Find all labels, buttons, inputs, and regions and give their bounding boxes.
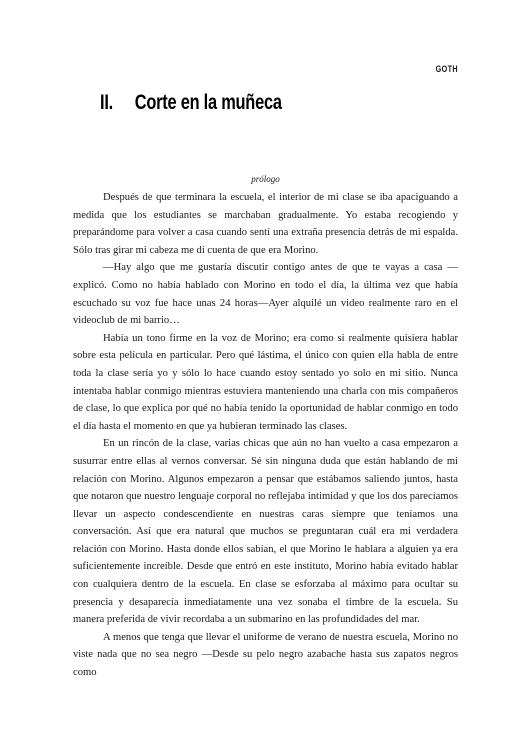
running-header: GOTH bbox=[435, 64, 458, 74]
chapter-title: Corte en la muñeca bbox=[134, 91, 282, 114]
chapter-number: II. bbox=[100, 91, 113, 114]
body-text bbox=[73, 189, 458, 682]
paragraph: A menos que tenga que llevar el uniforme de verano de nuestra escuela, Morino no viste nada que no sea negro —Desde su pelo negro azabache hasta sus zapatos negros como bbox=[73, 631, 458, 679]
paragraph: Después de que terminara la escuela, el interior de mi clase se iba apaciguando a medida que los estudiantes se marchaban gradualmente. Yo estaba recogiendo y preparándome para volver a casa cuando sentí una extraña presencia detrás de mi espalda. Sólo tras girar mi cabeza me di cuenta de que era Morino. bbox=[73, 192, 458, 256]
chapter-heading bbox=[100, 91, 282, 115]
paragraph: Había un tono firme en la voz de Morino; era como si realmente quisiera hablar sobre esta película en particular. Pero qué lástima, el único con quien ella habla de entre toda la clase sería yo y sólo lo hace cuando estoy sentado yo solo en mi sitio. Nunca intentaba hablar conmigo mientras estuviera manteniendo una charla con mis compañeros de clase, lo que explica por qué no había tenido la oportunidad de hablar conmigo en todo el día hasta el momento en que ya hubieran terminado las clases. bbox=[73, 332, 458, 432]
paragraph: —Hay algo que me gustaría discutir contigo antes de que te vayas a casa —explicó. Como no había hablado con Morino en todo el día, la última vez que había escuchado su voz fue hace unas 24 horas—Ayer alquilé un video realmente raro en el videoclub de mi barrio… bbox=[73, 262, 458, 327]
section-subtitle: prólogo bbox=[251, 174, 280, 184]
paragraph: En un rincón de la clase, varias chicas que aún no han vuelto a casa empezaron a susurrar entre ellas al vernos conversar. Sé sin ninguna duda que están hablando de mi relación con Morino. Algunos empezaron a pensar que estábamos saliendo juntos, hasta que notaron que nuestro lenguaje corporal no reflejaba intimidad y que los dos parecíamos llevar un aspecto condescendiente en nuestras caras siempre que teníamos una conversación. Así que era natural que muchos se preguntaran cuál era mi verdadera relación con Morino. Hasta donde ellos sabían, el que Morino le hablara a alguien ya era suficientemente increíble. Desde que entró en este instituto, Morino había evitado hablar con cualquiera dentro de la escuela. En clase se esforzaba al máximo para ocultar su presencia y desaparecía inmediatamente una vez sonaba el timbre de la escuela. Su manera preferida de vivir recordaba a un submarino en las profundidades del mar. bbox=[73, 438, 458, 626]
